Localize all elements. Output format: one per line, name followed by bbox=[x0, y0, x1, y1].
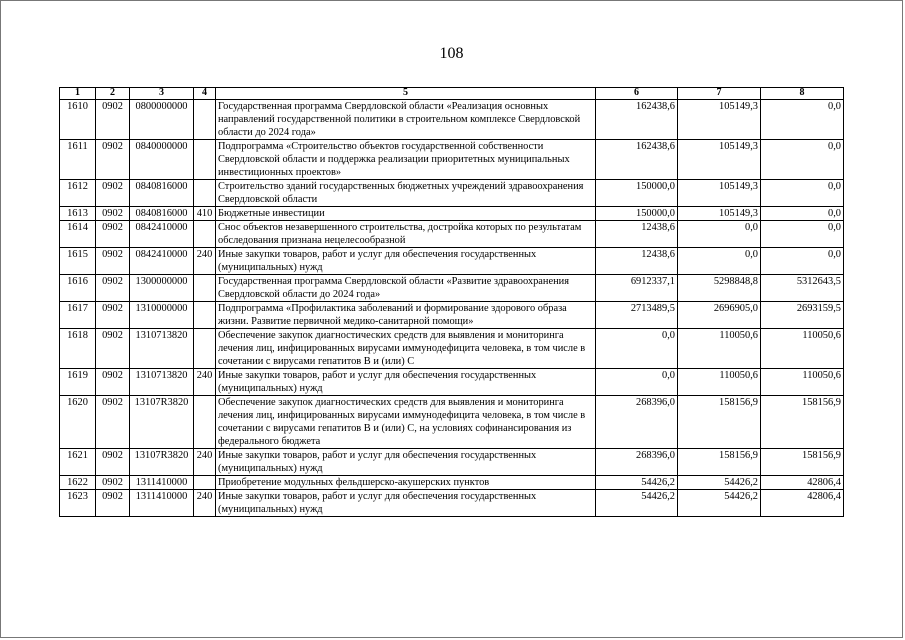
header-col-4: 4 bbox=[194, 88, 216, 100]
table-row bbox=[60, 180, 844, 207]
expense-type-code: 410 bbox=[194, 207, 216, 221]
section-code: 0902 bbox=[96, 476, 130, 490]
item-name: Иные закупки товаров, работ и услуг для обеспечения государственных (муниципальных) нужд bbox=[216, 369, 596, 396]
target-article-code: 0842410000 bbox=[130, 221, 194, 248]
table-row bbox=[60, 140, 844, 180]
amount-col-6: 12438,6 bbox=[596, 248, 678, 275]
section-code: 0902 bbox=[96, 100, 130, 140]
amount-col-7: 2696905,0 bbox=[678, 302, 761, 329]
expense-type-code bbox=[194, 329, 216, 369]
row-number: 1616 bbox=[60, 275, 96, 302]
amount-col-7: 105149,3 bbox=[678, 180, 761, 207]
amount-col-7: 0,0 bbox=[678, 248, 761, 275]
page-number: 108 bbox=[439, 45, 464, 62]
table-row bbox=[60, 275, 844, 302]
amount-col-6: 150000,0 bbox=[596, 207, 678, 221]
target-article-code: 0840816000 bbox=[130, 207, 194, 221]
section-code: 0902 bbox=[96, 449, 130, 476]
section-code: 0902 bbox=[96, 207, 130, 221]
item-name: Бюджетные инвестиции bbox=[216, 207, 596, 221]
table-row bbox=[60, 248, 844, 275]
expense-type-code bbox=[194, 476, 216, 490]
target-article-code: 0840000000 bbox=[130, 140, 194, 180]
target-article-code: 13107R3820 bbox=[130, 396, 194, 449]
header-col-6: 6 bbox=[596, 88, 678, 100]
row-number: 1618 bbox=[60, 329, 96, 369]
row-number: 1620 bbox=[60, 396, 96, 449]
item-name: Иные закупки товаров, работ и услуг для обеспечения государственных (муниципальных) нужд bbox=[216, 449, 596, 476]
table-row bbox=[60, 302, 844, 329]
amount-col-7: 158156,9 bbox=[678, 449, 761, 476]
amount-col-7: 110050,6 bbox=[678, 369, 761, 396]
header-col-3: 3 bbox=[130, 88, 194, 100]
header-col-2: 2 bbox=[96, 88, 130, 100]
amount-col-7: 54426,2 bbox=[678, 490, 761, 517]
section-code: 0902 bbox=[96, 302, 130, 329]
target-article-code: 1310713820 bbox=[130, 369, 194, 396]
target-article-code: 1300000000 bbox=[130, 275, 194, 302]
amount-col-7: 105149,3 bbox=[678, 100, 761, 140]
expense-type-code bbox=[194, 140, 216, 180]
amount-col-8: 158156,9 bbox=[761, 396, 844, 449]
expense-type-code: 240 bbox=[194, 248, 216, 275]
row-number: 1612 bbox=[60, 180, 96, 207]
target-article-code: 1310000000 bbox=[130, 302, 194, 329]
amount-col-6: 54426,2 bbox=[596, 476, 678, 490]
expense-type-code bbox=[194, 275, 216, 302]
amount-col-6: 0,0 bbox=[596, 329, 678, 369]
row-number: 1610 bbox=[60, 100, 96, 140]
section-code: 0902 bbox=[96, 490, 130, 517]
item-name: Государственная программа Свердловской области «Развитие здравоохранения Свердловской области до 2024 года» bbox=[216, 275, 596, 302]
expense-type-code bbox=[194, 302, 216, 329]
table-row bbox=[60, 490, 844, 517]
amount-col-7: 105149,3 bbox=[678, 140, 761, 180]
amount-col-8: 110050,6 bbox=[761, 369, 844, 396]
section-code: 0902 bbox=[96, 248, 130, 275]
row-number: 1621 bbox=[60, 449, 96, 476]
target-article-code: 0840816000 bbox=[130, 180, 194, 207]
amount-col-6: 2713489,5 bbox=[596, 302, 678, 329]
section-code: 0902 bbox=[96, 369, 130, 396]
table-row bbox=[60, 207, 844, 221]
item-name: Снос объектов незавершенного строительства, достройка которых по результатам обследования признана нецелесообразной bbox=[216, 221, 596, 248]
header-col-7: 7 bbox=[678, 88, 761, 100]
table-row bbox=[60, 449, 844, 476]
row-number: 1615 bbox=[60, 248, 96, 275]
section-code: 0902 bbox=[96, 329, 130, 369]
table-row bbox=[60, 221, 844, 248]
item-name: Обеспечение закупок диагностических средств для выявления и мониторинга лечения лиц, инфицированных вирусами иммунодефицита человека, в том числе в сочетании с вирусами гепатитов В и (или) С bbox=[216, 329, 596, 369]
amount-col-6: 150000,0 bbox=[596, 180, 678, 207]
table-header-row bbox=[60, 88, 844, 100]
table-row bbox=[60, 100, 844, 140]
amount-col-6: 54426,2 bbox=[596, 490, 678, 517]
amount-col-6: 268396,0 bbox=[596, 396, 678, 449]
row-number: 1614 bbox=[60, 221, 96, 248]
amount-col-8: 2693159,5 bbox=[761, 302, 844, 329]
item-name: Иные закупки товаров, работ и услуг для обеспечения государственных (муниципальных) нужд bbox=[216, 248, 596, 275]
amount-col-7: 158156,9 bbox=[678, 396, 761, 449]
section-code: 0902 bbox=[96, 221, 130, 248]
expense-type-code: 240 bbox=[194, 449, 216, 476]
amount-col-6: 268396,0 bbox=[596, 449, 678, 476]
expense-type-code: 240 bbox=[194, 490, 216, 517]
item-name: Подпрограмма «Профилактика заболеваний и формирование здорового образа жизни. Развитие первичной медико-санитарной помощи» bbox=[216, 302, 596, 329]
target-article-code: 1311410000 bbox=[130, 476, 194, 490]
amount-col-7: 110050,6 bbox=[678, 329, 761, 369]
expense-type-code bbox=[194, 180, 216, 207]
row-number: 1611 bbox=[60, 140, 96, 180]
header-col-5: 5 bbox=[216, 88, 596, 100]
amount-col-7: 54426,2 bbox=[678, 476, 761, 490]
section-code: 0902 bbox=[96, 396, 130, 449]
amount-col-8: 0,0 bbox=[761, 248, 844, 275]
amount-col-7: 0,0 bbox=[678, 221, 761, 248]
row-number: 1623 bbox=[60, 490, 96, 517]
row-number: 1613 bbox=[60, 207, 96, 221]
item-name: Подпрограмма «Строительство объектов государственной собственности Свердловской области и поддержка реализации приоритетных муниципальных инвестиционных проектов» bbox=[216, 140, 596, 180]
amount-col-7: 5298848,8 bbox=[678, 275, 761, 302]
item-name: Обеспечение закупок диагностических средств для выявления и мониторинга лечения лиц, инфицированных вирусами иммунодефицита человека, в том числе в сочетании с вирусами гепатитов В и (или) С, на условиях софинансирования из федерального бюджета bbox=[216, 396, 596, 449]
amount-col-8: 5312643,5 bbox=[761, 275, 844, 302]
header-col-1: 1 bbox=[60, 88, 96, 100]
row-number: 1622 bbox=[60, 476, 96, 490]
budget-table bbox=[59, 87, 844, 517]
table-row bbox=[60, 369, 844, 396]
table-row bbox=[60, 476, 844, 490]
target-article-code: 0842410000 bbox=[130, 248, 194, 275]
amount-col-6: 162438,6 bbox=[596, 140, 678, 180]
expense-type-code bbox=[194, 396, 216, 449]
expense-type-code: 240 bbox=[194, 369, 216, 396]
amount-col-8: 0,0 bbox=[761, 140, 844, 180]
amount-col-8: 0,0 bbox=[761, 100, 844, 140]
amount-col-6: 6912337,1 bbox=[596, 275, 678, 302]
row-number: 1617 bbox=[60, 302, 96, 329]
item-name: Приобретение модульных фельдшерско-акушерских пунктов bbox=[216, 476, 596, 490]
amount-col-8: 42806,4 bbox=[761, 476, 844, 490]
expense-type-code bbox=[194, 100, 216, 140]
amount-col-6: 0,0 bbox=[596, 369, 678, 396]
header-col-8: 8 bbox=[761, 88, 844, 100]
item-name: Государственная программа Свердловской области «Реализация основных направлений государственной политики в строительном комплексе Свердловской области до 2024 года» bbox=[216, 100, 596, 140]
table-row bbox=[60, 396, 844, 449]
amount-col-8: 158156,9 bbox=[761, 449, 844, 476]
amount-col-8: 0,0 bbox=[761, 207, 844, 221]
item-name: Иные закупки товаров, работ и услуг для обеспечения государственных (муниципальных) нужд bbox=[216, 490, 596, 517]
item-name: Строительство зданий государственных бюджетных учреждений здравоохранения Свердловской области bbox=[216, 180, 596, 207]
amount-col-8: 0,0 bbox=[761, 221, 844, 248]
expense-type-code bbox=[194, 221, 216, 248]
amount-col-7: 105149,3 bbox=[678, 207, 761, 221]
target-article-code: 1311410000 bbox=[130, 490, 194, 517]
table-row bbox=[60, 329, 844, 369]
amount-col-6: 12438,6 bbox=[596, 221, 678, 248]
amount-col-8: 42806,4 bbox=[761, 490, 844, 517]
amount-col-6: 162438,6 bbox=[596, 100, 678, 140]
table-body bbox=[60, 100, 844, 517]
amount-col-8: 110050,6 bbox=[761, 329, 844, 369]
row-number: 1619 bbox=[60, 369, 96, 396]
section-code: 0902 bbox=[96, 180, 130, 207]
amount-col-8: 0,0 bbox=[761, 180, 844, 207]
section-code: 0902 bbox=[96, 275, 130, 302]
target-article-code: 0800000000 bbox=[130, 100, 194, 140]
section-code: 0902 bbox=[96, 140, 130, 180]
target-article-code: 1310713820 bbox=[130, 329, 194, 369]
target-article-code: 13107R3820 bbox=[130, 449, 194, 476]
